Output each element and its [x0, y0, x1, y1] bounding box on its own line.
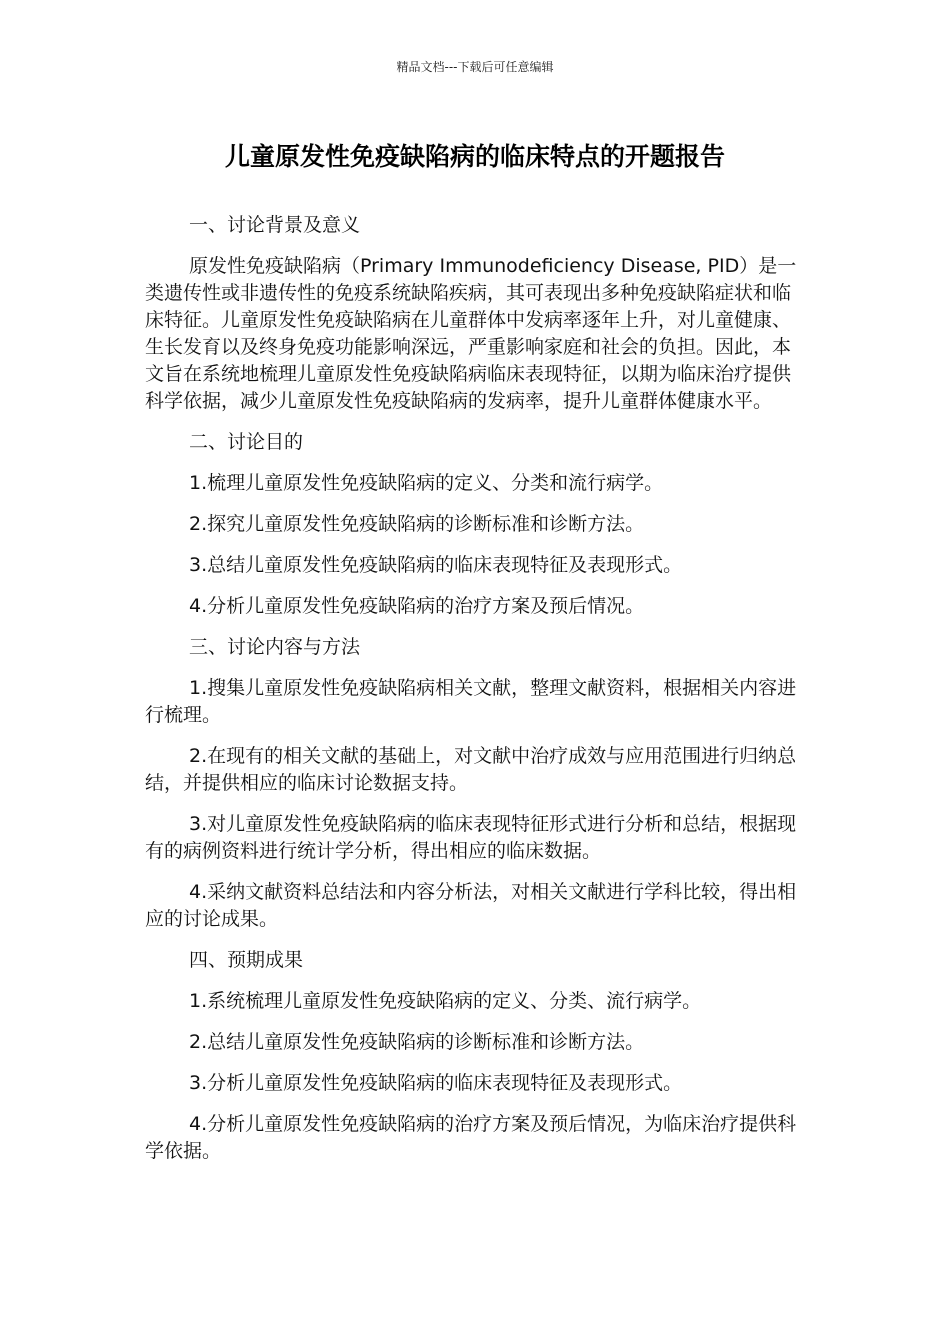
outcomes-item: 3.分析儿童原发性免疫缺陷病的临床表现特征及表现形式。 [189, 1072, 683, 1094]
document-body [145, 212, 805, 1179]
outcomes-item: 1.系统梳理儿童原发性免疫缺陷病的定义、分类、流行病学。 [189, 990, 702, 1012]
page-header: 精品文档---下载后可任意编辑 [396, 60, 554, 74]
background-paragraph: 原发性免疫缺陷病（Primary Immunodeficiency Disease, PID）是一类遗传性或非遗传性的免疫系统缺陷疾病，其可表现出多种免疫缺陷症状和临床特征。儿童原发性免疫缺陷病在儿童群体中发病率逐年上升，对儿童健康、生长发育以及终身免疫功能影响深远，严重影响家庭和社会的负担。因此，本文旨在系统地梳理儿童原发性免疫缺陷病临床表现特征，以期为临床治疗提供科学依据，减少儿童原发性免疫缺陷病的发病率，提升儿童群体健康水平。 [145, 255, 797, 412]
document-title: 儿童原发性免疫缺陷病的临床特点的开题报告 [224, 142, 725, 171]
methods-item: 2.在现有的相关文献的基础上，对文献中治疗成效与应用范围进行归纳总结，并提供相应的临床讨论数据支持。 [145, 745, 797, 794]
purpose-item: 4.分析儿童原发性免疫缺陷病的治疗方案及预后情况。 [189, 595, 645, 617]
section-heading-purpose: 二、讨论目的 [189, 431, 304, 453]
methods-item: 1.搜集儿童原发性免疫缺陷病相关文献，整理文献资料，根据相关内容进行梳理。 [145, 677, 797, 726]
purpose-item: 1.梳理儿童原发性免疫缺陷病的定义、分类和流行病学。 [189, 472, 664, 494]
outcomes-item: 2.总结儿童原发性免疫缺陷病的诊断标准和诊断方法。 [189, 1031, 645, 1053]
section-heading-outcomes: 四、预期成果 [189, 949, 304, 971]
outcomes-item: 4.分析儿童原发性免疫缺陷病的治疗方案及预后情况，为临床治疗提供科学依据。 [145, 1113, 797, 1162]
purpose-item: 3.总结儿童原发性免疫缺陷病的临床表现特征及表现形式。 [189, 554, 683, 576]
methods-item: 4.采纳文献资料总结法和内容分析法，对相关文献进行学科比较，得出相应的讨论成果。 [145, 881, 797, 930]
purpose-item: 2.探究儿童原发性免疫缺陷病的诊断标准和诊断方法。 [189, 513, 645, 535]
section-heading-methods: 三、讨论内容与方法 [189, 636, 361, 658]
methods-item: 3.对儿童原发性免疫缺陷病的临床表现特征形式进行分析和总结，根据现有的病例资料进行统计学分析，得出相应的临床数据。 [145, 813, 797, 862]
section-heading-background: 一、讨论背景及意义 [189, 214, 361, 236]
